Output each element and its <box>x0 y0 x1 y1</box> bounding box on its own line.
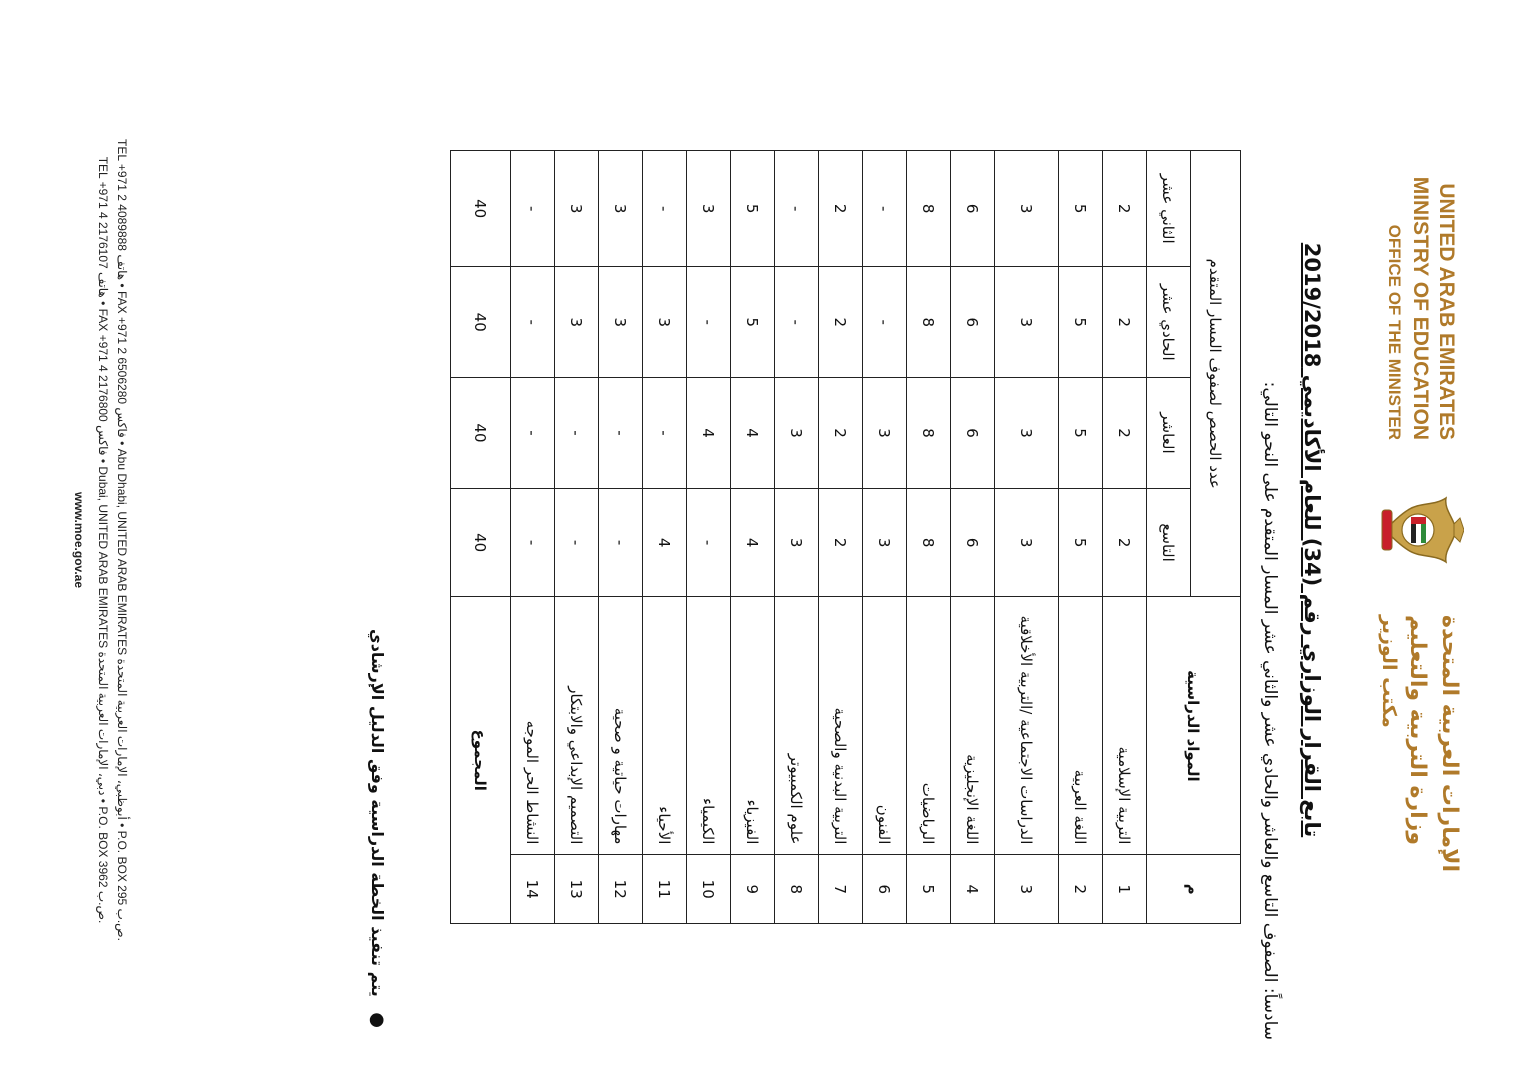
row-number: 12 <box>599 855 643 924</box>
row-number: 3 <box>995 855 1059 924</box>
subject-name: اللغة العربية <box>1059 597 1103 855</box>
period-count: 3 <box>863 378 907 489</box>
period-count: 2 <box>819 151 863 267</box>
header-group: عدد الحصص لصفوف المسار المتقدم <box>1191 151 1241 597</box>
row-number: 8 <box>775 855 819 924</box>
period-count: 4 <box>643 488 687 597</box>
period-count: 3 <box>687 151 731 267</box>
subject-name: الفنون <box>863 597 907 855</box>
period-count: 2 <box>1103 488 1147 597</box>
period-count: - <box>687 488 731 597</box>
period-count: 8 <box>907 267 951 378</box>
period-count: - <box>511 267 555 378</box>
table-row <box>1059 151 1103 924</box>
header-subject: المواد الدراسية <box>1147 597 1241 855</box>
period-count: 3 <box>995 267 1059 378</box>
table-row <box>555 151 599 924</box>
period-count: 6 <box>951 151 995 267</box>
table-row <box>995 151 1059 924</box>
header-grade: الحادي عشر <box>1147 267 1191 378</box>
table-row <box>731 151 775 924</box>
period-count: 8 <box>907 378 951 489</box>
period-count: 2 <box>819 488 863 597</box>
total-cell: 40 <box>451 378 511 489</box>
period-count: - <box>643 378 687 489</box>
subject-name: الأحياء <box>643 597 687 855</box>
table-row <box>819 151 863 924</box>
period-count: 3 <box>555 267 599 378</box>
period-count: - <box>599 378 643 489</box>
header-grade: التاسع <box>1147 488 1191 597</box>
period-count: - <box>687 267 731 378</box>
period-count: - <box>775 267 819 378</box>
period-count: 3 <box>995 378 1059 489</box>
row-number: 11 <box>643 855 687 924</box>
row-number: 2 <box>1059 855 1103 924</box>
period-count: 3 <box>775 378 819 489</box>
header-ar-line3: مكتب الوزير <box>1378 615 1400 728</box>
period-count: - <box>555 378 599 489</box>
row-number: 5 <box>907 855 951 924</box>
table-row <box>951 151 995 924</box>
period-count: 3 <box>555 151 599 267</box>
table-row <box>775 151 819 924</box>
subject-name: اللغة الإنجليزية <box>951 597 995 855</box>
period-count: 2 <box>819 267 863 378</box>
period-count: 5 <box>1059 488 1103 597</box>
total-cell: 40 <box>451 267 511 378</box>
subject-name: التصميم الإبداعي والابتكار <box>555 597 599 855</box>
header-grade: الثاني عشر <box>1147 151 1191 267</box>
period-count: 2 <box>1103 151 1147 267</box>
subject-name: النشاط الحر الموجه <box>511 597 555 855</box>
header-grade: العاشر <box>1147 378 1191 489</box>
header-ar-line1: الإمارات العربية المتحدة <box>1437 615 1462 873</box>
period-count: 8 <box>907 488 951 597</box>
total-cell: 40 <box>451 488 511 597</box>
period-count: 3 <box>863 488 907 597</box>
total-cell: 40 <box>451 151 511 267</box>
period-count: 2 <box>1103 267 1147 378</box>
subject-name: علوم الكمبيوتر <box>775 597 819 855</box>
period-count: 2 <box>819 378 863 489</box>
period-count: - <box>599 488 643 597</box>
footer-line1: TEL +971 2 4089888 هاتف • FAX +971 2 6506280 فاكس • Abu Dhabi, UNITED ARAB EMIRATES أبوظبي، الإمارات العربية المتحدة • P.O. BOX 295 ص.ب. <box>115 139 129 941</box>
subject-name: الدراسات الاجتماعية /التربية الأخلاقية <box>995 597 1059 855</box>
subject-name: الكيمياء <box>687 597 731 855</box>
period-count: - <box>511 488 555 597</box>
plan-note <box>367 250 388 1028</box>
study-plan-table <box>450 150 1241 924</box>
row-number: 14 <box>511 855 555 924</box>
table-row <box>643 151 687 924</box>
period-count: 2 <box>1103 378 1147 489</box>
row-number: 10 <box>687 855 731 924</box>
subject-name: الرياضيات <box>907 597 951 855</box>
period-count: 8 <box>907 151 951 267</box>
table-row <box>1103 151 1147 924</box>
footer-website: www.moe.gov.ae <box>72 491 86 589</box>
period-count: 5 <box>1059 267 1103 378</box>
period-count: - <box>555 488 599 597</box>
period-count: 4 <box>731 488 775 597</box>
decree-title: تابع القرار الوزاري رقم (34) للعام الأكاديمي 2019/2018 <box>1300 242 1324 838</box>
table-row <box>863 151 907 924</box>
total-label: المجموع <box>451 597 511 924</box>
period-count: 3 <box>775 488 819 597</box>
footer-line2: TEL +971 4 2176107 هاتف • FAX +971 4 2176800 فاكس • Dubai, UNITED ARAB EMIRATES دبي، الإمارات العربية المتحدة • P.O. BOX 3962 ص.ب. <box>96 156 110 924</box>
period-count: - <box>643 151 687 267</box>
period-count: 3 <box>643 267 687 378</box>
subject-name: التربية الإسلامية <box>1103 597 1147 855</box>
section-intro: سادساً: الصفوف التاسع والعاشر والحادي عشر والثاني عشر المسار المتقدم على النحو التالي: <box>1260 381 1280 1040</box>
period-count: 3 <box>599 267 643 378</box>
row-number: 9 <box>731 855 775 924</box>
period-count: 3 <box>599 151 643 267</box>
period-count: 6 <box>951 488 995 597</box>
period-count: - <box>511 151 555 267</box>
period-count: 4 <box>687 378 731 489</box>
header-en-line1: UNITED ARAB EMIRATES <box>1435 183 1458 440</box>
table-row <box>687 151 731 924</box>
period-count: 4 <box>731 378 775 489</box>
row-number: 6 <box>863 855 907 924</box>
period-count: 5 <box>1059 151 1103 267</box>
row-number: 13 <box>555 855 599 924</box>
period-count: 3 <box>995 488 1059 597</box>
period-count: 5 <box>1059 378 1103 489</box>
uae-emblem <box>1372 488 1464 572</box>
plan-note-text: يتم تنفيذ الخطة الدراسية وفق الدليل الإرشادي <box>368 629 387 997</box>
subject-name: الفيزياء <box>731 597 775 855</box>
subject-name: مهارات حياتية و صحية <box>599 597 643 855</box>
row-number: 4 <box>951 855 995 924</box>
period-count: 5 <box>731 267 775 378</box>
period-count: 5 <box>731 151 775 267</box>
table-row <box>599 151 643 924</box>
period-count: 3 <box>995 151 1059 267</box>
period-count: 6 <box>951 378 995 489</box>
period-count: - <box>863 151 907 267</box>
header-num: م <box>1147 855 1241 924</box>
subject-name: التربية البدنية والصحية <box>819 597 863 855</box>
header-en-line2: MINISTRY OF EDUCATION <box>1409 176 1432 440</box>
row-number: 7 <box>819 855 863 924</box>
period-count: 6 <box>951 267 995 378</box>
header-ar-line2: وزارة التربية والتعليم <box>1405 615 1430 845</box>
row-number: 1 <box>1103 855 1147 924</box>
bullet-icon: ● <box>367 1012 388 1028</box>
table-row <box>511 151 555 924</box>
table-row <box>907 151 951 924</box>
period-count: - <box>775 151 819 267</box>
header-en-line3: OFFICE OF THE MINISTER <box>1385 224 1404 440</box>
period-count: - <box>863 267 907 378</box>
period-count: - <box>511 378 555 489</box>
